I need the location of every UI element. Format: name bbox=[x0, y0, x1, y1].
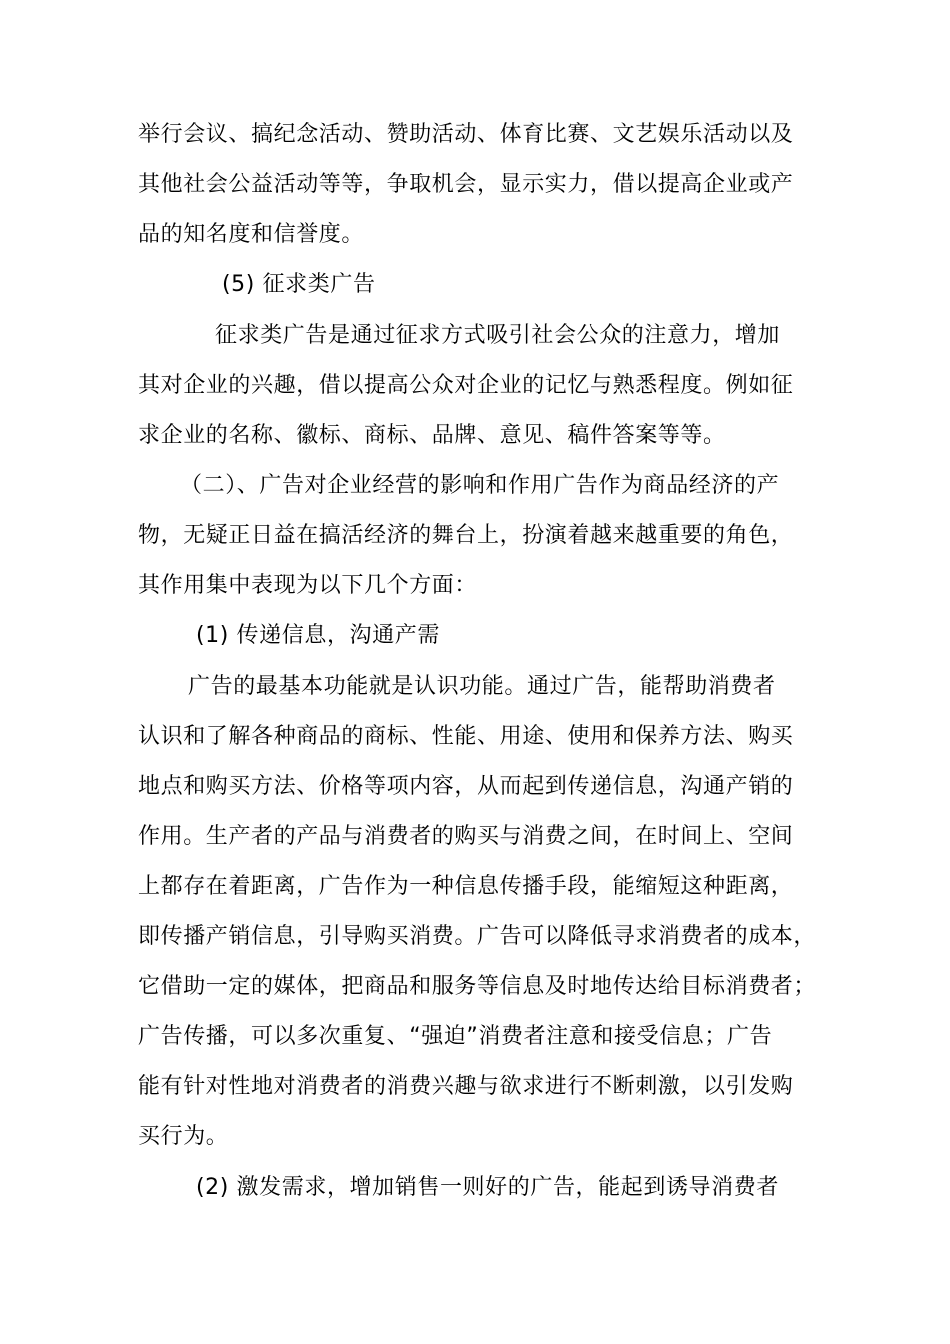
text-line: 举行会议、搞纪念活动、赞助活动、体育比赛、文艺娱乐活动以及 bbox=[138, 122, 794, 147]
text-line: 认识和了解各种商品的商标、性能、用途、使用和保养方法、购买 bbox=[138, 724, 794, 749]
text-line: 求企业的名称、徽标、商标、品牌、意见、稿件答案等等。 bbox=[138, 423, 726, 448]
text-line: 其作用集中表现为以下几个方面： bbox=[138, 573, 478, 598]
section-heading: （二）、广告对企业经营的影响和作用广告作为商品经济的产 bbox=[180, 473, 780, 498]
section-heading: (2) 激发需求，增加销售一则好的广告，能起到诱导消费者 bbox=[196, 1175, 779, 1200]
text-line: 它借助一定的媒体，把商品和服务等信息及时地传达给目标消费者； bbox=[138, 974, 817, 999]
text-line: 作用。生产者的产品与消费者的购买与消费之间，在时间上、空间 bbox=[138, 824, 794, 849]
text-line: 上都存在着距离，广告作为一种信息传播手段，能缩短这种距离， bbox=[138, 874, 794, 899]
text-line: 广告的最基本功能就是认识功能。通过广告，能帮助消费者 bbox=[188, 674, 776, 699]
text-line: 其他社会公益活动等等，争取机会，显示实力，借以提高企业或产 bbox=[138, 172, 794, 197]
text-line: 广告传播，可以多次重复、“强迫”消费者注意和接受信息；广告 bbox=[138, 1024, 773, 1049]
text-line: 能有针对性地对消费者的消费兴趣与欲求进行不断刺激，以引发购 bbox=[138, 1074, 794, 1099]
text-line: 其对企业的兴趣，借以提高公众对企业的记忆与熟悉程度。例如征 bbox=[138, 373, 794, 398]
text-line: 品的知名度和信誉度。 bbox=[138, 222, 365, 247]
text-line: 征求类广告是通过征求方式吸引社会公众的注意力，增加 bbox=[215, 323, 781, 348]
text-line: 地点和购买方法、价格等项内容，从而起到传递信息，沟通产销的 bbox=[138, 774, 794, 799]
text-line: 物，无疑正日益在搞活经济的舞台上，扮演着越来越重要的角色， bbox=[138, 523, 794, 548]
section-heading: (1) 传递信息，沟通产需 bbox=[196, 623, 440, 648]
text-line: 买行为。 bbox=[138, 1124, 229, 1149]
text-line: 即传播产销信息，引导购买消费。广告可以降低寻求消费者的成本， bbox=[138, 924, 817, 949]
section-heading: (5) 征求类广告 bbox=[222, 272, 376, 297]
